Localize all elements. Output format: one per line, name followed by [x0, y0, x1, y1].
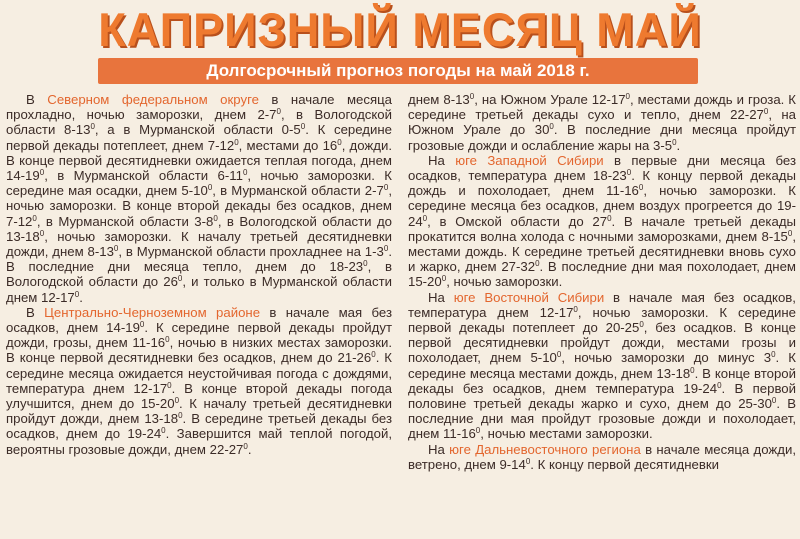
- paragraph-north-federal-district: В Северном федеральном округе в начале месяца прохладно, ночью заморозки, днем $2-7^0$, в Вологодской области $8-13^0$, а в Мурманской области $0-5^0$. К середине первой декады потеплеет, днем $7-12^0$, местами до $16^0$, дожди. В конце первой десятидневки ожидается теплая погода, днем $14-19^0$, в Мурманской области $6-11^0$, ночью заморозки. К середине мая осадки, днем $5-10^0$, в Мурманской области $2-7^0$, ночью заморозки. В конце второй декады без осадков, днем $7-12^0$, в Мурманской области $3-8^0$, в Вологодской области до $13-18^0$, ночью заморозки. К началу третьей десятидневки дожди, днем $8-13^0$, в Мурманской области прохладнее на $1-3^0$. В последние дни месяца тепло, днем до $18-23^0$, в Вологодской области до $26^0$, и только в Мурманской области днем $12-17^0$.: [6, 92, 392, 305]
- right-column: [408, 92, 796, 472]
- region-name: Центрально-Черноземном районе: [44, 304, 261, 320]
- paragraph-east-siberia: На юге Восточной Сибири в начале мая без осадков, температура днем $12-17^0$, ночью заморозки. К середине первой декады потеплеет до $20-25^0$, без осадков. В конце первой десятидневки пройдут дожди, местами грозы и похолодает, днем $5-10^0$, ночью заморозки до минус $3^0$. К середине месяца местами дождь, днем $13-18^0$. В конце второй декады без осадков, днем температура $19-24^0$. В первой половине третьей декады жарко и сухо, днем до $25-30^0$. В последние дни мая пройдут грозовые дожди и похолодает, днем $11-16^0$, ночью местами заморозки.: [408, 289, 796, 442]
- subtitle-text: Долгосрочный прогноз погоды на май 2018 г.: [206, 61, 590, 80]
- left-column: [6, 92, 392, 457]
- region-name: юге Дальневосточного региона: [449, 441, 641, 457]
- region-name: юге Западной Сибири: [455, 152, 604, 168]
- region-name: юге Восточной Сибири: [453, 289, 605, 305]
- paragraph-west-siberia: На юге Западной Сибири в первые дни месяца без осадков, температура днем $18-23^0$. К концу первой декады дождь и похолодает, днем $11-16^0$, ночью заморозки. К середине месяца без осадков, днем воздух прогреется до $19-24^0$, в Омской области до $27^0$. В начале третьей декады прокатится волна холода с ночными заморозками, днем $8-15^0$, местами дождь. К середине третьей десятидневки вновь сухо и жарко, днем $27-32^0$. В последние дни мая похолодает, днем $15-20^0$, ночью заморозки.: [408, 152, 796, 290]
- headline-title: КАПРИЗНЫЙ МЕСЯЦ МАЙ: [98, 3, 702, 56]
- region-name: Северном федеральном округе: [47, 92, 259, 107]
- paragraph-ural-continuation: днем $8-13^0$, на Южном Урале $12-17^0$, местами дождь и гроза. К середине третьей декады сухо и тепло, днем $22-27^0$, на Южном Урале до $30^0$. В последние дни месяца пройдут грозовые дожди и ослабление жары на $3-5^0$.: [408, 92, 797, 153]
- paragraph-central-black-earth: В Центрально-Черноземном районе в начале мая без осадков, днем $14-19^0$. К середине первой декады пройдут дожди, грозы, днем $11-16^0$, ночью в низких местах заморозки. В конце первой десятидневки без осадков, днем до $21-26^0$. К середине месяца ожидается неустойчивая погода с дождями, температура днем $12-17^0$. В конце второй декады погода улучшится, днем до $15-20^0$. К началу третьей десятидневки пройдут дожди, днем $13-18^0$. В середине третьей декады без осадков, днем до $19-24^0$. Завершится май теплой погодой, вероятны грозовые дожди, днем $22-27^0$.: [6, 304, 393, 457]
- paragraph-far-east: На юге Дальневосточного региона в начале месяца дожди, ветрено, днем $9-14^0$. К концу первой десятидневки: [408, 441, 796, 472]
